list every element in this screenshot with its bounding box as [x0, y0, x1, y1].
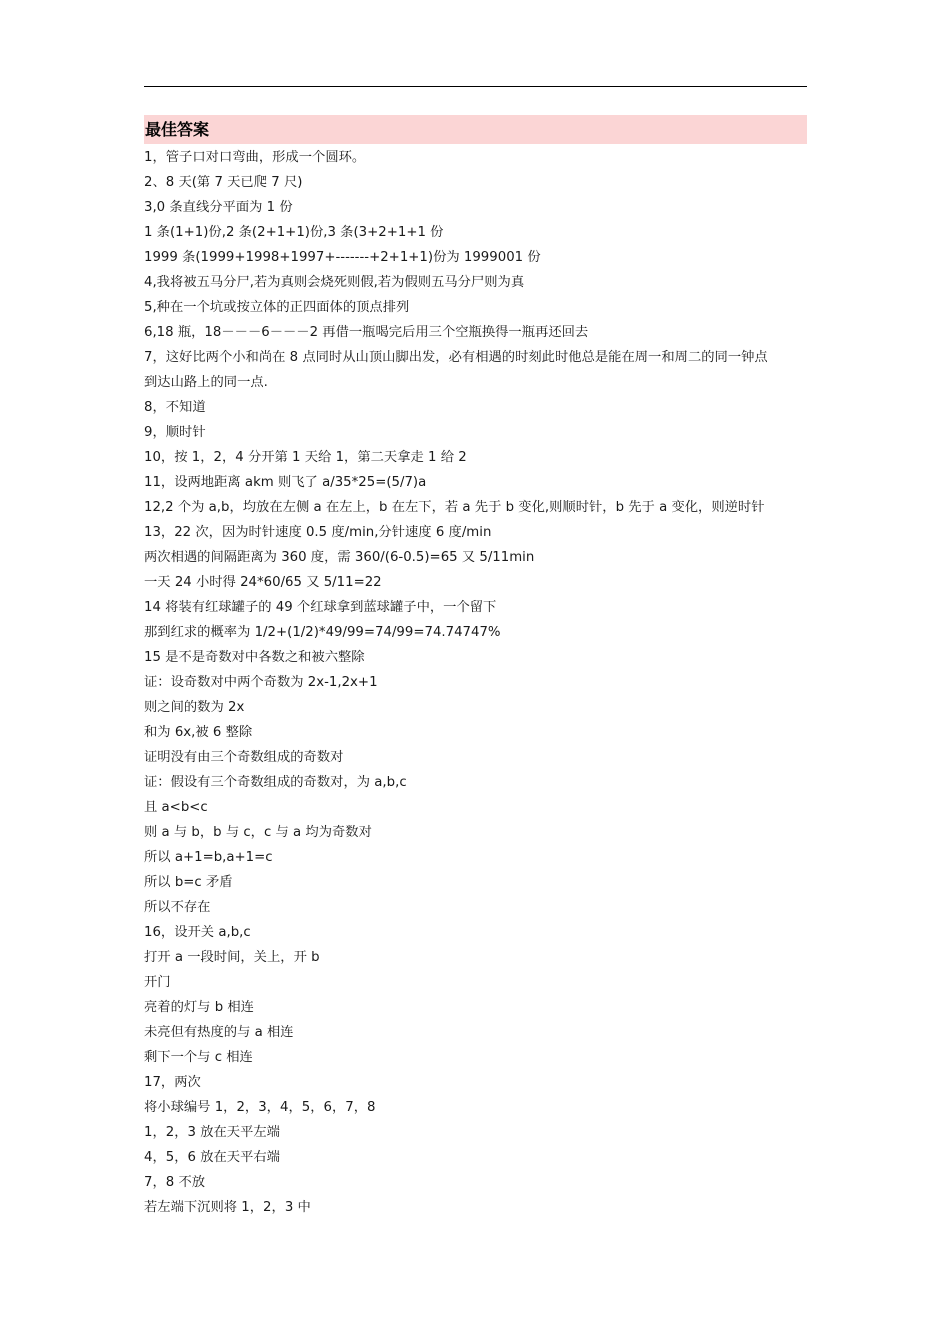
answer-line: 证：设奇数对中两个奇数为 2x-1,2x+1 [144, 675, 378, 690]
answer-line: 则 a 与 b，b 与 c，c 与 a 均为奇数对 [144, 825, 372, 840]
answer-line: 打开 a 一段时间，关上，开 b [144, 950, 320, 965]
answer-line: 开门 [144, 975, 171, 990]
answer-line: 将小球编号 1，2，3，4，5，6，7，8 [144, 1100, 376, 1115]
answer-line: 6,18 瓶，18－－－6－－－2 再借一瓶喝完后用三个空瓶换得一瓶再还回去 [144, 325, 589, 340]
answer-line: 11，设两地距离 akm 则飞了 a/35*25=(5/7)a [144, 475, 427, 490]
document-page [144, 0, 807, 1344]
answer-line: 和为 6x,被 6 整除 [144, 725, 253, 740]
answer-body [144, 145, 807, 1220]
answer-line: 4,我将被五马分尸,若为真则会烧死则假,若为假则五马分尸则为真 [144, 275, 525, 290]
answer-line: 8，不知道 [144, 400, 206, 415]
answer-line: 证：假设有三个奇数组成的奇数对，为 a,b,c [144, 775, 407, 790]
answer-line: 所以 b=c 矛盾 [144, 875, 233, 890]
answer-line: 13，22 次，因为时针速度 0.5 度/min,分针速度 6 度/min [144, 525, 492, 540]
answer-line: 12,2 个为 a,b，均放在左侧 a 在左上，b 在左下，若 a 先于 b 变化,则顺时针，b 先于 a 变化，则逆时针 [144, 500, 765, 515]
answer-line: 亮着的灯与 b 相连 [144, 1000, 254, 1015]
answer-line: 7，这好比两个小和尚在 8 点同时从山顶山脚出发，必有相遇的时刻此时他总是能在周一和周二的同一钟点 [144, 350, 768, 365]
answer-line: 一天 24 小时得 24*60/65 又 5/11=22 [144, 575, 382, 590]
answer-line: 未亮但有热度的与 a 相连 [144, 1025, 294, 1040]
answer-line: 证明没有由三个奇数组成的奇数对 [144, 750, 344, 765]
answer-line: 那到红求的概率为 1/2+(1/2)*49/99=74/99=74.74747% [144, 625, 501, 640]
answer-line: 1，2，3 放在天平左端 [144, 1125, 280, 1140]
answer-line: 2、8 天(第 7 天已爬 7 尺) [144, 175, 303, 190]
answer-line: 两次相遇的间隔距离为 360 度，需 360/(6-0.5)=65 又 5/11min [144, 550, 535, 565]
answer-line: 9，顺时针 [144, 425, 206, 440]
answer-line: 1 条(1+1)份,2 条(2+1+1)份,3 条(3+2+1+1 份 [144, 225, 444, 240]
best-answer-header [144, 115, 807, 144]
answer-line: 10，按 1，2，4 分开第 1 天给 1，第二天拿走 1 给 2 [144, 450, 467, 465]
answer-line: 则之间的数为 2x [144, 700, 245, 715]
answer-line: 1，管子口对口弯曲，形成一个圆环。 [144, 150, 366, 165]
answer-line: 14 将装有红球罐子的 49 个红球拿到蓝球罐子中，一个留下 [144, 600, 497, 615]
answer-line: 4，5，6 放在天平右端 [144, 1150, 280, 1165]
answer-line: 16，设开关 a,b,c [144, 925, 251, 940]
best-answer-title: 最佳答案 [145, 120, 210, 139]
answer-line: 7，8 不放 [144, 1175, 206, 1190]
answer-line: 17，两次 [144, 1075, 201, 1090]
answer-line: 到达山路上的同一点. [144, 375, 268, 390]
top-divider [144, 86, 807, 87]
answer-line: 15 是不是奇数对中各数之和被六整除 [144, 650, 365, 665]
answer-line: 1999 条(1999+1998+1997+-------+2+1+1)份为 1999001 份 [144, 250, 541, 265]
answer-line: 所以 a+1=b,a+1=c [144, 850, 273, 865]
answer-line: 且 a<b<c [144, 800, 208, 815]
answer-line: 5,种在一个坑或按立体的正四面体的顶点排列 [144, 300, 410, 315]
answer-line: 若左端下沉则将 1，2，3 中 [144, 1200, 311, 1215]
answer-line: 3,0 条直线分平面为 1 份 [144, 200, 293, 215]
answer-line: 剩下一个与 c 相连 [144, 1050, 253, 1065]
answer-line: 所以不存在 [144, 900, 211, 915]
